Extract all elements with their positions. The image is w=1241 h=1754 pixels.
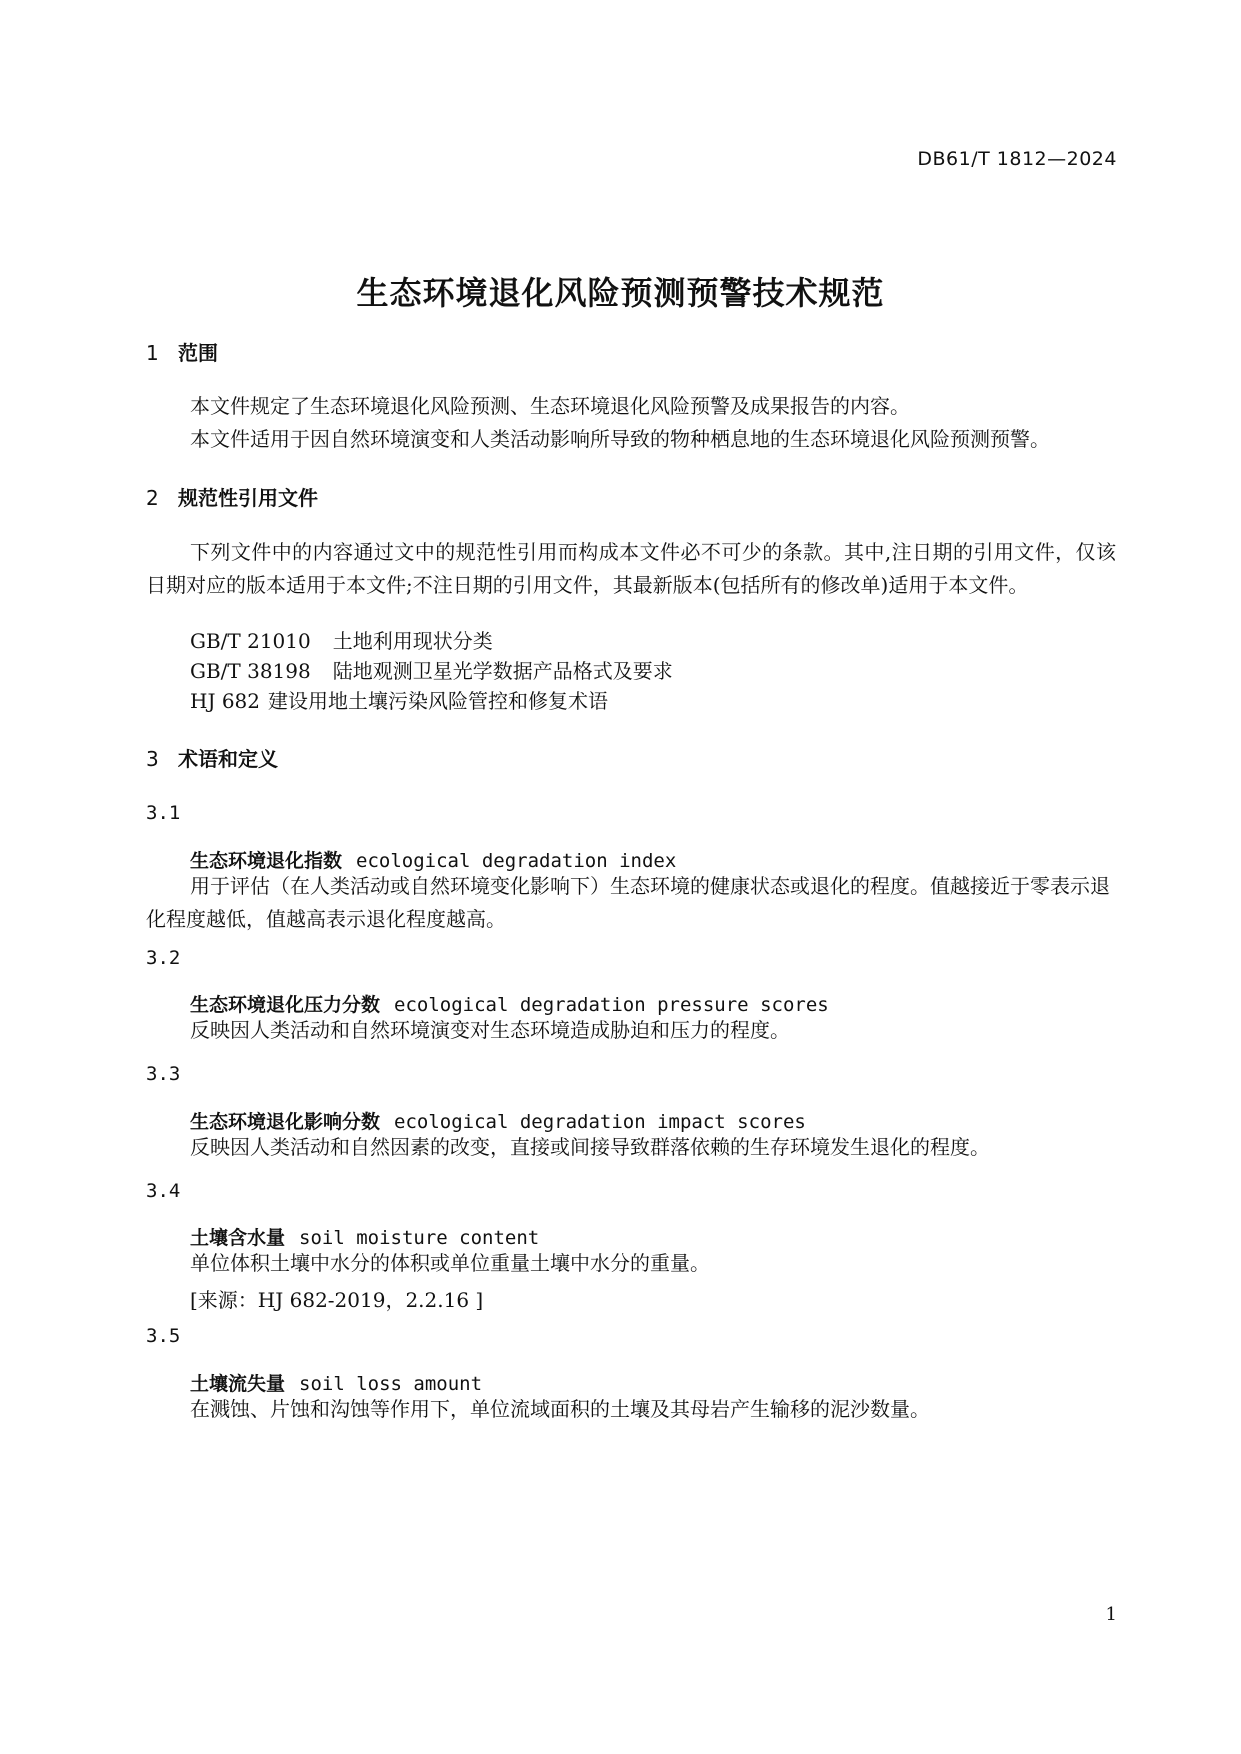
term-entry bbox=[190, 990, 829, 1017]
normative-reference bbox=[190, 685, 608, 714]
document-title: 生态环境退化风险预测预警技术规范 bbox=[356, 274, 885, 312]
term-english: ecological degradation index bbox=[356, 850, 677, 872]
reference-code: GB/T 38198 bbox=[190, 659, 311, 683]
clause-number: 3.5 bbox=[146, 1325, 181, 1347]
page-number: 1 bbox=[1105, 1604, 1117, 1625]
term-chinese: 生态环境退化压力分数 bbox=[190, 994, 381, 1016]
reference-code: HJ 682 bbox=[190, 689, 260, 713]
section-title: 术语和定义 bbox=[178, 747, 278, 771]
term-english: ecological degradation pressure scores bbox=[394, 994, 829, 1016]
term-definition: 反映因人类活动和自然因素的改变，直接或间接导致群落依赖的生存环境发生退化的程度。 bbox=[190, 1135, 990, 1159]
term-entry bbox=[190, 846, 676, 873]
term-definition: 反映因人类活动和自然环境演变对生态环境造成胁迫和压力的程度。 bbox=[190, 1018, 790, 1042]
term-source: [来源：HJ 682-2019，2.2.16 ] bbox=[190, 1288, 484, 1312]
term-english: soil moisture content bbox=[299, 1227, 540, 1249]
reference-title: 建设用地土壤污染风险管控和修复术语 bbox=[268, 689, 608, 713]
section-1-paragraph-2: 本文件适用于因自然环境演变和人类活动影响所导致的物种栖息地的生态环境退化风险预测预警。 bbox=[190, 427, 1050, 451]
section-1-heading bbox=[146, 337, 218, 366]
clause-number: 3.3 bbox=[146, 1063, 181, 1085]
section-3-heading bbox=[146, 743, 278, 772]
clause-number: 3.1 bbox=[146, 802, 181, 824]
section-1-paragraph-1: 本文件规定了生态环境退化风险预测、生态环境退化风险预警及成果报告的内容。 bbox=[190, 394, 910, 418]
term-definition: 在溅蚀、片蚀和沟蚀等作用下，单位流域面积的土壤及其母岩产生输移的泥沙数量。 bbox=[190, 1397, 930, 1421]
term-chinese: 生态环境退化影响分数 bbox=[190, 1111, 381, 1133]
clause-number: 3.2 bbox=[146, 947, 181, 969]
term-entry bbox=[190, 1223, 539, 1250]
section-number: 3 bbox=[146, 747, 159, 771]
section-title: 范围 bbox=[178, 341, 218, 365]
reference-code: GB/T 21010 bbox=[190, 629, 311, 653]
term-definition: 单位体积土壤中水分的体积或单位重量土壤中水分的重量。 bbox=[190, 1251, 710, 1275]
term-chinese: 土壤含水量 bbox=[190, 1227, 286, 1249]
section-number: 2 bbox=[146, 486, 159, 510]
normative-reference bbox=[190, 655, 673, 684]
term-definition: 用于评估（在人类活动或自然环境变化影响下）生态环境的健康状态或退化的程度。值越接近于零表示退化程度越低，值越高表示退化程度越高。 bbox=[146, 874, 1110, 931]
section-2-heading bbox=[146, 482, 318, 511]
section-title: 规范性引用文件 bbox=[178, 486, 318, 510]
reference-title: 土地利用现状分类 bbox=[332, 629, 493, 653]
section-2-paragraph: 下列文件中的内容通过文中的规范性引用而构成本文件必不可少的条款。其中,注日期的引用文件，仅该日期对应的版本适用于本文件;不注日期的引用文件，其最新版本(包括所有的修改单)适用于本文件。 bbox=[146, 540, 1116, 597]
reference-title: 陆地观测卫星光学数据产品格式及要求 bbox=[332, 659, 673, 683]
normative-reference bbox=[190, 625, 493, 654]
term-entry bbox=[190, 1107, 806, 1134]
clause-number: 3.4 bbox=[146, 1180, 181, 1202]
term-entry bbox=[190, 1369, 482, 1396]
term-english: ecological degradation impact scores bbox=[394, 1111, 806, 1133]
term-chinese: 土壤流失量 bbox=[190, 1373, 286, 1395]
section-number: 1 bbox=[146, 341, 159, 365]
term-chinese: 生态环境退化指数 bbox=[190, 850, 343, 872]
term-english: soil loss amount bbox=[299, 1373, 483, 1395]
standard-code: DB61/T 1812—2024 bbox=[917, 148, 1117, 170]
